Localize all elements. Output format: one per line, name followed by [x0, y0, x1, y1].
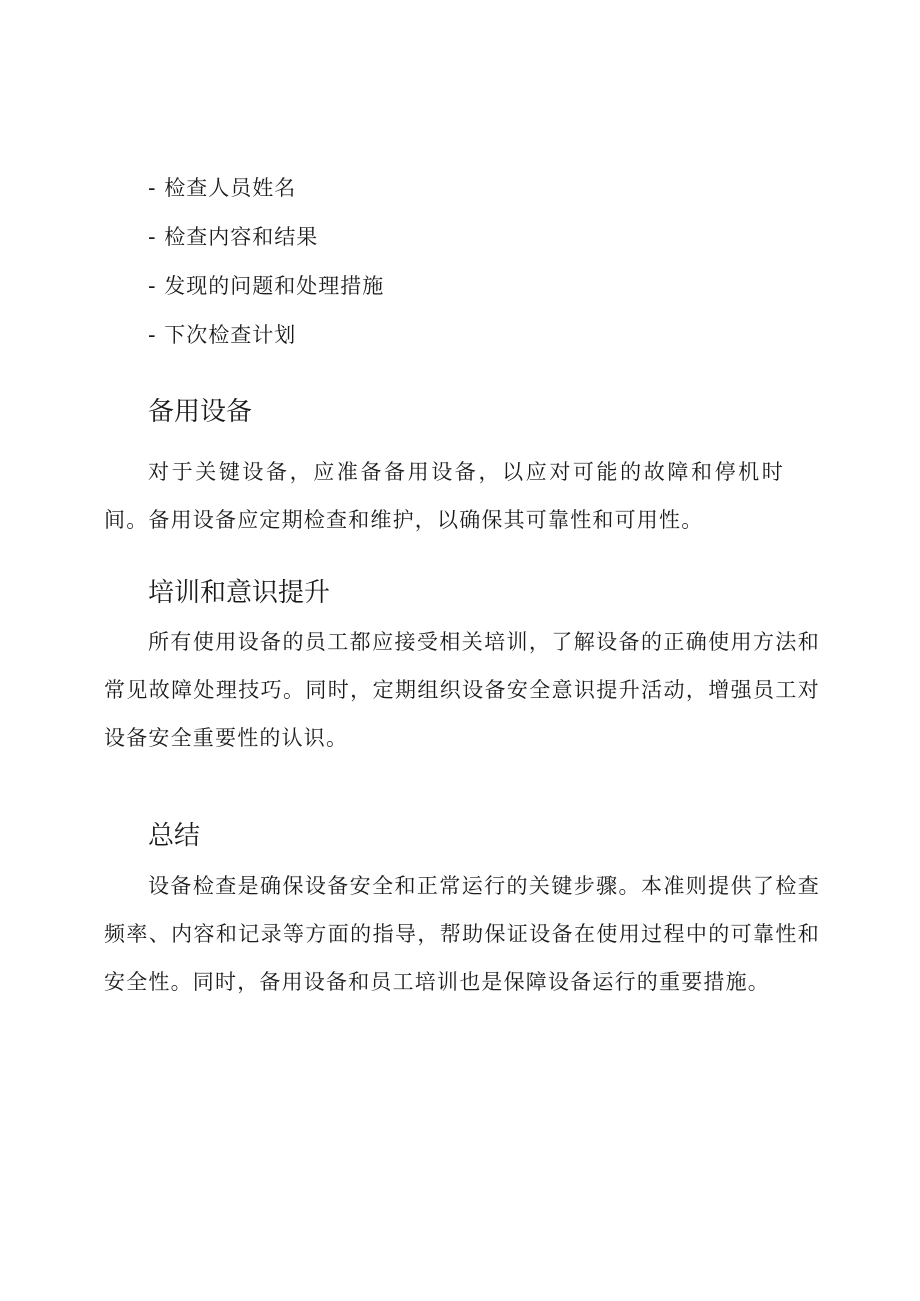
checklist-item-content-results: - 检查内容和结果 [148, 225, 319, 249]
section-body-training: 所有使用设备的员工都应接受相关培训，了解设备的正确使用方法和常见故障处理技巧。同时，定期组织设备安全意识提升活动，增强员工对设备安全重要性的认识。 [104, 630, 820, 750]
section-heading-training: 培训和意识提升 [148, 578, 331, 608]
section-body-backup: 对于关键设备，应准备备用设备，以应对可能的故障和停机时间。备用设备应定期检查和维护，以确保其可靠性和可用性。 [104, 460, 784, 532]
checklist-item-next-plan: - 下次检查计划 [148, 323, 297, 347]
section-heading-backup: 备用设备 [148, 397, 253, 427]
record-checklist [148, 170, 384, 366]
section-body-summary: 设备检查是确保设备安全和正常运行的关键步骤。本准则提供了检查频率、内容和记录等方面的指导，帮助保证设备在使用过程中的可靠性和安全性。同时，备用设备和员工培训也是保障设备运行的重要措施。 [104, 874, 820, 994]
checklist-item-inspector-name: - 检查人员姓名 [148, 176, 297, 200]
checklist-item-issues-measures: - 发现的问题和处理措施 [148, 274, 385, 298]
section-heading-summary: 总结 [148, 821, 201, 851]
